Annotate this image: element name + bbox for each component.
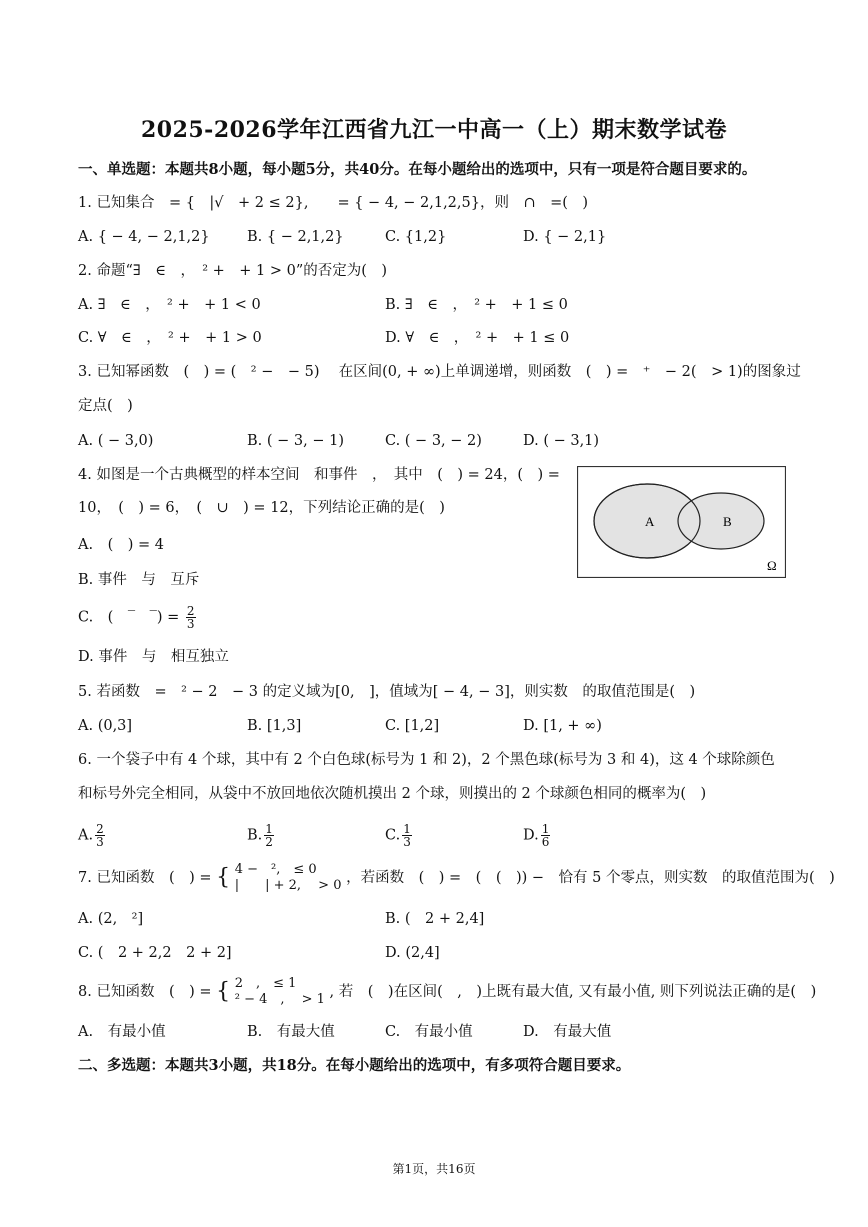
venn-diagram [577,466,786,578]
question-8-option-c: C. 有最小值 [385,1024,473,1040]
fraction-denominator: 3 [96,835,104,849]
question-1-stem: 1. 已知集合 = { |√ + 2 ≤ 2}, = { − 4, − 2,1,2,5}，则 ∩ =( ) [78,195,589,211]
question-1-option-b: B. { − 2,1,2} [247,229,344,245]
option-fraction [264,823,274,848]
question-3-option-d: D. ( − 3,1) [523,433,600,449]
option-fraction [541,823,551,848]
question-2-option-b: B. ∃ ∈ ， ² + + 1 ≤ 0 [385,297,568,313]
omega-label: Ω [767,558,777,573]
piecewise-case-1: 2 , ≤ 1 [234,976,297,991]
question-8-option-b: B. 有最大值 [247,1024,335,1040]
question-6-option-d [523,823,550,848]
question-5-option-a: A. (0,3] [78,718,133,734]
question-2-stem: 2. 命题“∃ ∈ ， ² + + 1 > 0”的否定为( ) [78,263,388,279]
question-2-option-c: C. ∀ ∈ ， ² + + 1 > 0 [78,330,262,346]
question-4-option-b: B. 事件 与 互斥 [78,572,200,588]
question-8-stem [78,976,816,1008]
question-4-option-a: A. ( ) = 4 [78,537,164,553]
question-7-stem [78,862,835,894]
option-letter: B. [247,827,263,844]
question-5-stem: 5. 若函数 = ² − 2 − 3 的定义域为[0, ]，值域为[ − 4, − 3]，则实数 的取值范围是( ) [78,684,696,700]
fraction-denominator: 3 [186,617,195,631]
question-4-option-c [78,605,196,630]
fraction-denominator: 6 [541,835,550,849]
question-8-option-d: D. 有最大值 [523,1024,612,1040]
piecewise-cases [235,976,325,1008]
option-letter: A. [78,827,94,844]
question-1-option-c: C. {1,2} [385,229,447,245]
question-1-option-a: A. { − 4, − 2,1,2} [78,229,210,245]
fraction-denominator: 3 [403,835,411,849]
question-6-stem-line-1: 6. 一个袋子中有 4 个球，其中有 2 个白色球(标号为 1 和 2)，2 个黑色球(标号为 3 和 4)，这 4 个球除颜色 [78,752,775,768]
option-letter: C. [385,827,401,844]
piecewise-cases [235,862,342,894]
event-a-label: A [645,514,655,529]
question-7-option-a: A. (2, ²] [78,911,144,927]
option-fraction [95,823,105,848]
question-5-option-d: D. [1, + ∞) [523,718,602,734]
question-7-option-d: D. (2,4] [385,945,440,961]
section-heading-multiple-choice: 二、多选题：本题共3小题，共18分。在每小题给出的选项中，有多项符合题目要求。 [78,1057,631,1074]
section-heading-single-choice: 一、单选题：本题共8小题，每小题5分，共40分。在每小题给出的选项中，只有一项是符合题目要求的。 [78,161,757,178]
question-3-option-b: B. ( − 3, − 1) [247,433,344,449]
piecewise-case-2: ² − 4 , > 1 [234,992,325,1007]
fraction-denominator: 2 [265,835,273,849]
fraction-numerator: 2 [96,822,104,836]
question-6-option-a [78,823,105,848]
question-1-option-d: D. { − 2,1} [523,229,607,245]
question-2-option-a: A. ∃ ∈ ， ² + + 1 < 0 [78,297,261,313]
question-4-option-d: D. 事件 与 相互独立 [78,649,229,665]
fraction-numerator: 1 [265,822,273,836]
question-4-stem-line-2: 10， ( ) = 6， ( ∪ ) = 12，下列结论正确的是( ) [78,500,445,516]
question-8-option-a: A. 有最小值 [78,1024,166,1040]
fraction-numerator: 1 [403,822,411,836]
question-6-stem-line-2: 和标号外完全相同，从袋中不放回地依次随机摸出 2 个球，则摸出的 2 个球颜色相同的概率为( ) [78,786,707,802]
question-6-option-c [385,823,412,848]
question-3-option-a: A. ( − 3,0) [78,433,154,449]
question-4-stem-line-1: 4. 如图是一个古典概型的样本空间 和事件 ， 其中 ( ) = 24，( ) = [78,467,560,483]
option-letter: D. [523,827,539,844]
question-6-option-b [247,823,274,848]
question-2-option-d: D. ∀ ∈ ， ² + + 1 ≤ 0 [385,330,570,346]
question-7-option-c: C. ( 2 + 2,2 2 + 2] [78,945,232,961]
fraction-numerator: 2 [186,604,195,618]
question-3-stem-line-2: 定点( ) [78,398,133,414]
question-3-stem-line-1: 3. 已知幂函数 ( ) = ( ² − − 5) 在区间(0, + ∞)上单调递增，则函数 ( ) = ⁺ − 2( > 1)的图象过 [78,364,801,380]
piecewise-case-2: | | + 2, > 0 [234,878,342,893]
page-title: 2025-2026学年江西省九江一中高一（上）期末数学试卷 [140,117,728,143]
question-7-option-b: B. ( 2 + 2,4] [385,911,485,927]
question-4-option-c-label: C. ( ‾ ‾) = [78,609,180,626]
question-3-option-c: C. ( − 3, − 2) [385,433,482,449]
brace-symbol: { [216,865,231,890]
question-8-stem-end: , 若 ( )在区间( , )上既有最大值, 又有最小值, 则下列说法正确的是( ) [329,984,817,1000]
question-7-stem-start: 7. 已知函数 ( ) = [78,870,212,886]
question-5-option-b: B. [1,3] [247,718,302,734]
question-5-option-c: C. [1,2] [385,718,440,734]
fraction-numerator: 1 [541,822,550,836]
question-7-stem-end: ，若函数 ( ) = ( ( )) − 恰有 5 个零点，则实数 的取值范围为( ) [346,870,835,886]
event-b-ellipse [678,493,764,549]
option-fraction [402,823,412,848]
piecewise-case-1: 4 − ², ≤ 0 [234,862,317,877]
question-4-option-c-fraction [186,605,196,630]
brace-symbol: { [216,979,231,1004]
event-b-label: B [723,514,732,529]
question-8-stem-start: 8. 已知函数 ( ) = [78,984,212,1000]
page-footer: 第1页，共16页 [392,1162,476,1176]
